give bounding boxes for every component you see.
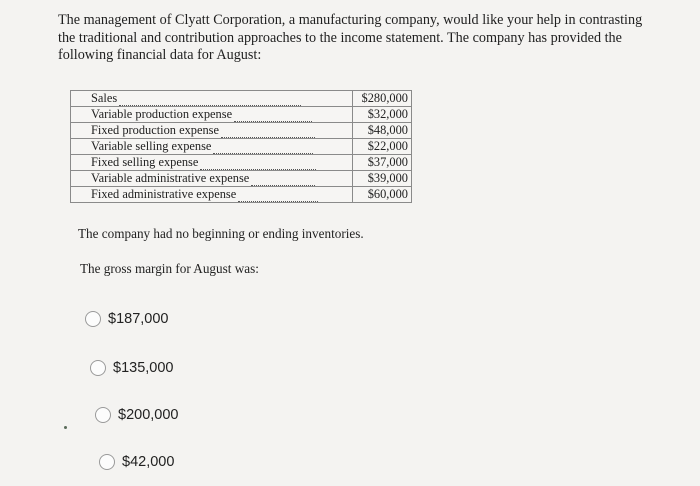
leader-dots [200, 159, 316, 170]
row-label: Fixed production expense [91, 123, 220, 137]
radio-button[interactable] [99, 454, 115, 470]
table-row [71, 187, 412, 203]
leader-dots [221, 127, 315, 138]
table-row [71, 155, 412, 171]
radio-button[interactable] [90, 360, 106, 376]
row-label: Variable production expense [91, 107, 233, 121]
financial-data-table [70, 90, 412, 203]
answer-option-label: $135,000 [113, 360, 174, 376]
row-amount: $60,000 [353, 187, 412, 203]
row-label: Variable selling expense [91, 139, 212, 153]
table-row [71, 139, 412, 155]
row-amount: $280,000 [353, 91, 412, 107]
row-amount: $32,000 [353, 107, 412, 123]
answer-option-label: $200,000 [118, 407, 179, 423]
answer-option-1[interactable] [85, 311, 168, 327]
table-row [71, 91, 412, 107]
leader-dots [238, 191, 318, 202]
row-label: Fixed administrative expense [91, 187, 237, 201]
answer-option-label: $187,000 [108, 311, 169, 327]
answer-option-label: $42,000 [122, 454, 175, 470]
row-amount: $37,000 [353, 155, 412, 171]
row-label: Fixed selling expense [91, 155, 199, 169]
radio-button[interactable] [85, 311, 101, 327]
table-row [71, 171, 412, 187]
question-prompt: The gross margin for August was: [80, 261, 259, 276]
stray-dot [64, 426, 67, 429]
answer-option-2[interactable] [90, 360, 173, 376]
radio-button[interactable] [95, 407, 111, 423]
leader-dots [234, 111, 312, 122]
table-row [71, 123, 412, 139]
leader-dots [213, 143, 313, 154]
leader-dots [251, 175, 315, 186]
table-row [71, 107, 412, 123]
answer-option-4[interactable] [99, 454, 174, 470]
row-label: Variable administrative expense [91, 171, 250, 185]
leader-dots [119, 95, 301, 106]
row-amount: $39,000 [353, 171, 412, 187]
answer-option-3[interactable] [95, 407, 178, 423]
question-intro: The management of Clyatt Corporation, a manufacturing company, would like your help in contrasting the traditional and contribution approaches to the income statement. The company has provided the following financial data for August: [58, 12, 643, 63]
row-amount: $48,000 [353, 123, 412, 139]
row-label: Sales [91, 91, 118, 105]
inventory-note: The company had no beginning or ending inventories. [78, 226, 364, 241]
row-amount: $22,000 [353, 139, 412, 155]
